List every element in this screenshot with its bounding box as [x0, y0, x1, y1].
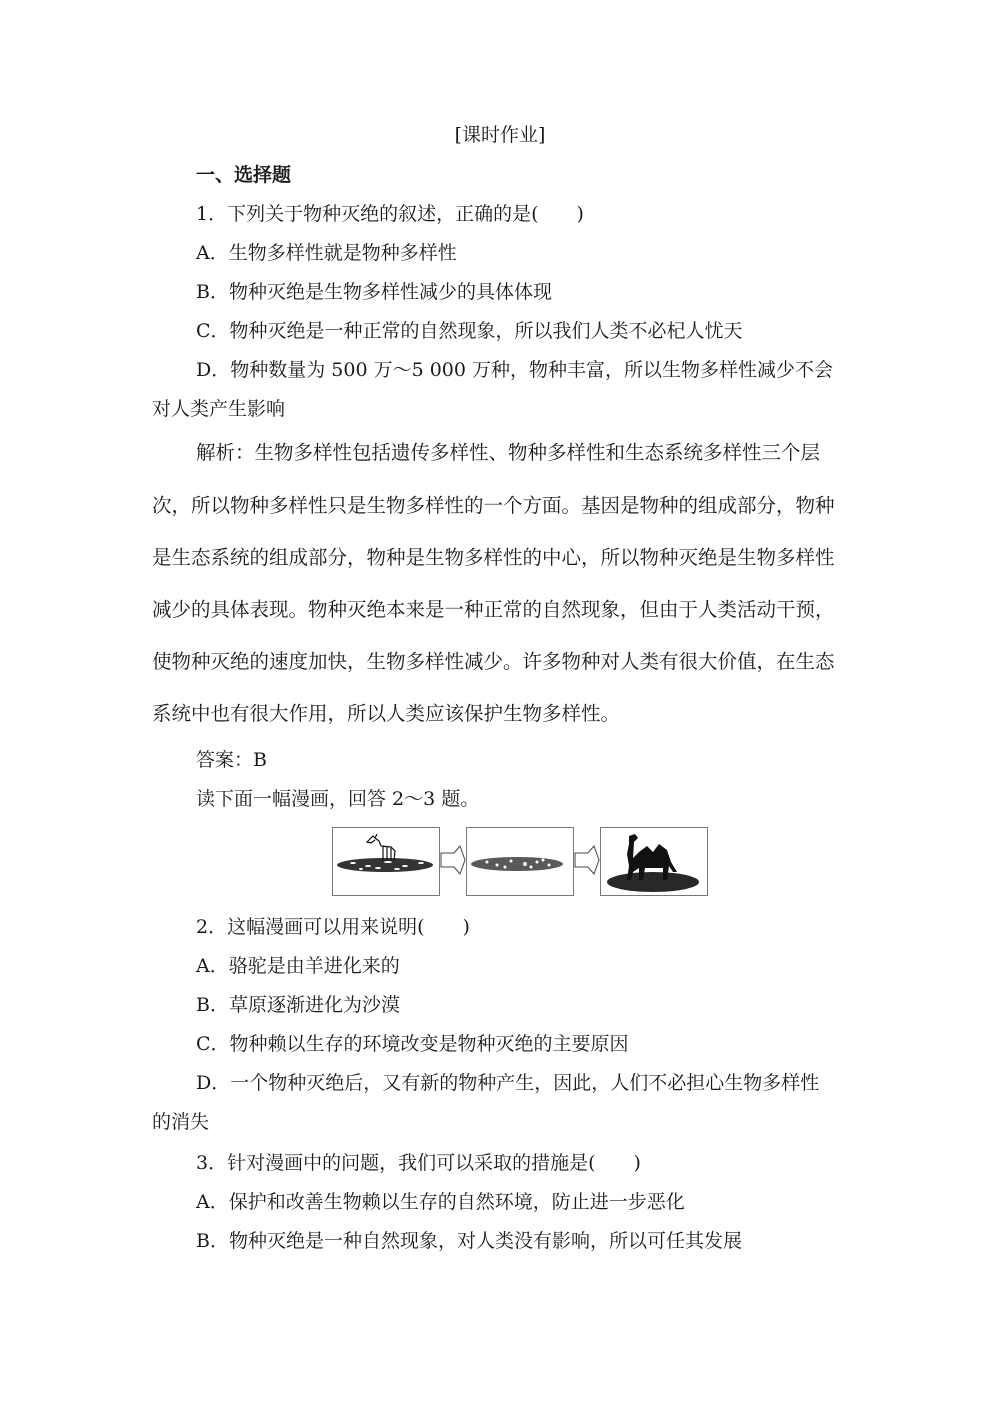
question-3-stem: 3．针对漫画中的问题，我们可以采取的措施是( )	[196, 1152, 641, 1174]
goat-grassland-image	[333, 828, 439, 895]
comic-intro: 读下面一幅漫画，回答 2～3 题。	[196, 788, 480, 810]
analysis-line: 次，所以物种多样性只是生物多样性的一个方面。基因是物种的组成部分，物种	[152, 494, 835, 517]
question-1-stem: 1．下列关于物种灭绝的叙述，正确的是( )	[196, 203, 584, 225]
sparse-grassland-image	[467, 828, 573, 895]
panel-camel-on-desert	[600, 827, 708, 896]
question-2-option-d-cont: 的消失	[152, 1111, 210, 1133]
question-1-option-c: C．物种灭绝是一种正常的自然现象，所以我们人类不必杞人忧天	[196, 320, 743, 342]
question-1-answer: 答案：B	[196, 749, 267, 771]
question-2-stem: 2．这幅漫画可以用来说明( )	[196, 916, 470, 938]
right-arrow-icon	[574, 845, 600, 875]
question-1-option-d-cont: 对人类产生影响	[152, 398, 286, 420]
question-2-option-c: C．物种赖以生存的环境改变是物种灭绝的主要原因	[196, 1033, 629, 1055]
section-heading: 一、选择题	[196, 164, 292, 186]
panel-sparse-grassland	[466, 827, 574, 896]
analysis-line: 是生态系统的组成部分，物种是生物多样性的中心，所以物种灭绝是生物多样性	[152, 546, 835, 569]
question-2-option-b: B．草原逐渐进化为沙漠	[196, 994, 400, 1016]
question-3-option-b: B．物种灭绝是一种自然现象，对人类没有影响，所以可任其发展	[196, 1230, 742, 1252]
page-title: [课时作业]	[454, 124, 546, 146]
question-1-option-a: A．生物多样性就是物种多样性	[196, 242, 457, 264]
question-2-option-a: A．骆驼是由羊进化来的	[196, 955, 400, 977]
right-arrow-icon	[440, 845, 466, 875]
question-1-option-d: D．物种数量为 500 万～5 000 万种，物种丰富，所以生物多样性减少不会	[196, 359, 834, 381]
question-3-option-a: A．保护和改善生物赖以生存的自然环境，防止进一步恶化	[196, 1191, 685, 1213]
question-1-option-b: B．物种灭绝是生物多样性减少的具体体现	[196, 281, 552, 303]
question-2-option-d: D．一个物种灭绝后，又有新的物种产生，因此，人们不必担心生物多样性	[196, 1072, 820, 1094]
analysis-line: 解析：生物多样性包括遗传多样性、物种多样性和生态系统多样性三个层	[196, 441, 821, 464]
analysis-line: 减少的具体表现。物种灭绝本来是一种正常的自然现象，但由于人类活动干预，	[152, 598, 835, 621]
comic-figure	[332, 827, 707, 897]
panel-goat-on-grassland	[332, 827, 440, 896]
analysis-line: 使物种灭绝的速度加快，生物多样性减少。许多物种对人类有很大价值，在生态	[152, 650, 835, 673]
camel-desert-image	[601, 828, 707, 895]
analysis-line: 系统中也有很大作用，所以人类应该保护生物多样性。	[152, 702, 621, 725]
